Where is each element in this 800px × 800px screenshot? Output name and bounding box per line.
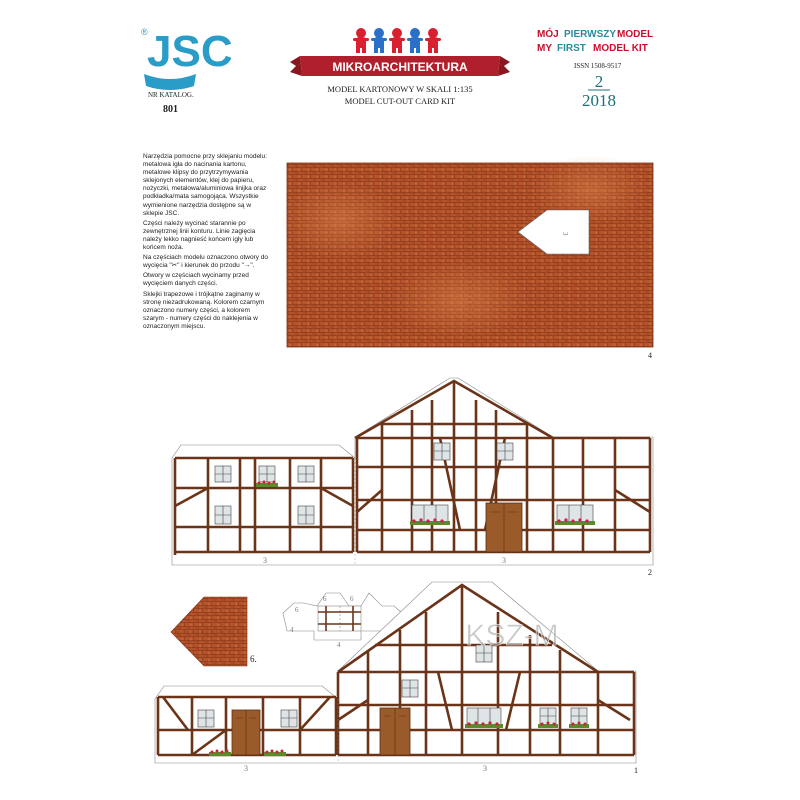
wall2-gray-label-left: 3	[263, 556, 267, 565]
instructions-flaps: Sklejki trapezowe i trójkątne zaginamy w stronę niezadrukowaną. Kolorem czarnym oznaczono numery części, a kolorem szarym - numery części do naklejenia w oznaczonym miejscu.	[143, 290, 265, 330]
window	[259, 466, 275, 482]
series-banner-text: MIKROARCHITEKTURA	[332, 60, 468, 74]
wall1-gray-label-left: 3	[244, 764, 248, 773]
brand-logo-text: JSC	[147, 27, 233, 76]
wall1-door	[380, 708, 410, 755]
chimney-label: 6	[350, 595, 354, 603]
window	[281, 710, 297, 727]
window	[412, 505, 448, 522]
window	[298, 506, 314, 524]
window	[215, 466, 231, 482]
scale-line: MODEL KARTONOWY W SKALI 1:135	[327, 84, 473, 94]
window	[497, 443, 513, 460]
window	[215, 506, 231, 524]
wall-part-2	[172, 378, 653, 577]
wall2-part-number: 2	[648, 568, 652, 577]
window	[467, 708, 501, 725]
watermark-text: KSZ-M	[465, 619, 559, 652]
window	[557, 505, 593, 522]
window	[198, 710, 214, 727]
small-roof-part-6	[171, 597, 257, 666]
title-en-word-3: MODEL KIT	[593, 43, 648, 54]
title-en-word-2: FIRST	[557, 43, 586, 54]
assembly-instructions	[143, 153, 268, 333]
catalog-number: 801	[163, 104, 178, 115]
title-pl-word-2: PIERWSZY	[564, 29, 617, 40]
instructions-cutting: Części należy wycinać starannie po zewnętrznej linii konturu. Linie zagięcia należy lekko nagnieść końcem igły lub końcem noża.	[143, 219, 256, 252]
kit-title-en	[537, 43, 648, 54]
issue-number: 2	[594, 72, 604, 91]
issn-line: ISSN 1508-9517	[574, 62, 622, 70]
instructions-tools: Narzędzia pomocne przy sklejaniu modelu: metalowa igła do nacinania kartonu, metalowe klipsy do przytrzymywania sklejonych elementów, klej do papieru, nożyczki, metalowa/aluminiowa linijka oraz podkładka/mata samogojąca. Wszystkie wymienione narzędzia dostępne są w sklepie JSC.	[143, 153, 267, 217]
logo-wave-icon	[144, 74, 196, 90]
roof-part-number: 4	[648, 351, 652, 360]
small-roof-part-number: 6.	[250, 654, 257, 664]
roof-flap-number: 3	[561, 232, 569, 236]
jsc-logo	[141, 27, 233, 90]
wall1-door	[232, 710, 260, 755]
window	[298, 466, 314, 482]
instructions-markings: Na częściach modelu oznaczono otwory do wycięcia "✂" i kierunek do przodu "→".	[143, 254, 269, 270]
roof-part-4	[280, 155, 653, 360]
title-pl-word-1: MÓJ	[537, 29, 559, 40]
kit-line: MODEL CUT-OUT CARD KIT	[344, 96, 456, 106]
chimney-label: 4	[337, 641, 341, 649]
wall2-gray-label-center: 3	[502, 556, 506, 565]
title-en-word-1: MY	[537, 43, 552, 54]
series-banner	[290, 56, 510, 76]
chimney-label: 6	[295, 606, 299, 614]
registered-mark: ®	[141, 27, 148, 37]
wall1-part-number: 1	[634, 766, 638, 775]
issue-year: 2018	[582, 91, 616, 110]
window	[402, 680, 418, 697]
kit-title-pl	[537, 27, 653, 40]
catalog-label: NR KATALOG.	[148, 91, 194, 99]
chimney-label: 4	[290, 626, 294, 634]
chimney-label: 6	[323, 595, 327, 603]
instructions-holes: Otwory w częściach wycinamy przed wycięciem danych części.	[143, 272, 249, 288]
wall1-gray-label-center: 3	[483, 764, 487, 773]
wall2-door	[486, 503, 522, 552]
gingerbread-figures-icon	[353, 28, 441, 53]
title-pl-word-3: MODEL	[617, 29, 654, 40]
window	[434, 443, 450, 460]
